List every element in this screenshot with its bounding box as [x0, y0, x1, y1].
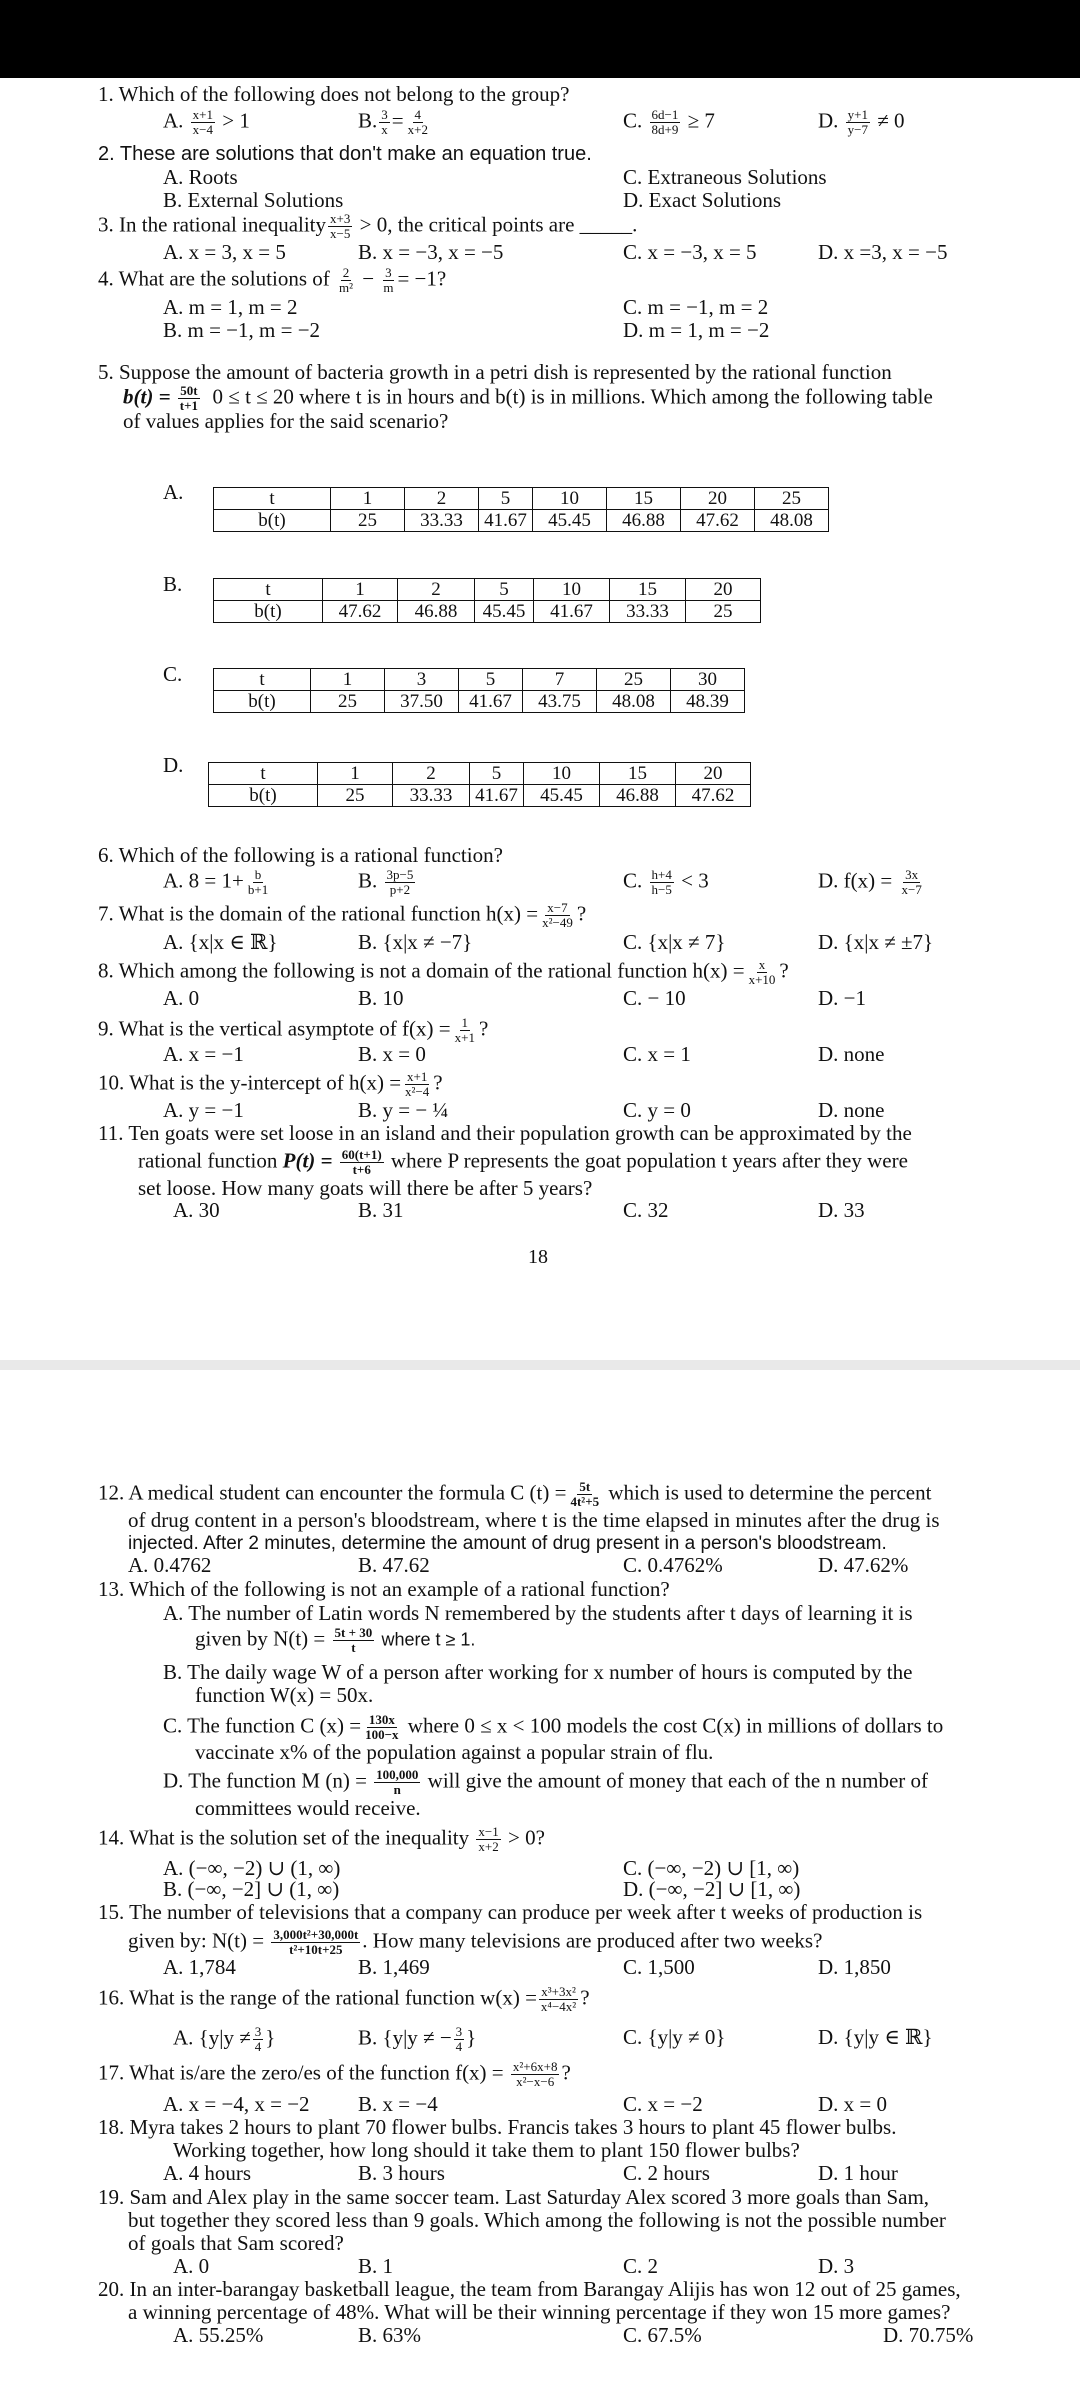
q10-option-b: B. y = − ¼	[358, 1098, 449, 1122]
q5-line-2: b(t) = $\frac{50t}{t+1}$ 0 ≤ t ≤ 20 where t is in hours and b(t) is in millions. Which among the following table	[123, 383, 933, 413]
q13-option-d-line-2: committees would receive.	[195, 1796, 421, 1820]
q14-option-d: D. (−∞, −2] ∪ [1, ∞)	[623, 1877, 801, 1901]
q1-option-c: C. $\frac{6d-1}{8d+9}$ ≥ 7	[623, 107, 715, 137]
q5-table-a	[213, 487, 829, 532]
q5-table-b	[213, 578, 761, 623]
q17-option-a: A. x = −4, x = −2	[163, 2092, 310, 2116]
worksheet-page-1	[0, 78, 1080, 1360]
q2-option-b: B. External Solutions	[163, 188, 344, 212]
q1-text: 1. Which of the following does not belong to the group?	[98, 82, 570, 106]
q10-option-a: A. y = −1	[163, 1098, 244, 1122]
q16-option-b: B. {y|y ≠ − $\frac{3}{4}$ }	[358, 2024, 477, 2054]
q3-option-a: A. x = 3, x = 5	[163, 240, 286, 264]
q12-option-a: A. 0.4762	[128, 1553, 212, 1577]
q11-line-1: 11. Ten goats were set loose in an island and their population growth can be approximated by the	[98, 1121, 912, 1145]
q13-option-d-line-1: D. The function M (n) = $\frac{100,000}{n}$ will give the amount of money that each of the n number of	[163, 1767, 929, 1797]
page-number: 18	[528, 1246, 548, 1268]
table-row: t 1 3 5 7 25 30	[214, 669, 745, 691]
q5-line-1: 5. Suppose the amount of bacteria growth in a petri dish is represented by the rational function	[98, 360, 892, 384]
q15-option-c: C. 1,500	[623, 1955, 695, 1979]
q14-option-a: A. (−∞, −2) ∪ (1, ∞)	[163, 1856, 341, 1880]
q12-line-2: of drug content in a person's bloodstream, where t is the time elapsed in minutes after the drug is	[128, 1508, 940, 1532]
q5-table-c	[213, 668, 745, 713]
q9-option-a: A. x = −1	[163, 1042, 244, 1066]
q20-option-d: D. 70.75%	[883, 2323, 974, 2347]
q19-line-3: of goals that Sam scored?	[128, 2231, 344, 2255]
worksheet-page-2	[0, 1370, 1080, 2400]
table-row: b(t) 25 33.33 41.67 45.45 46.88 47.62 48.08	[214, 510, 829, 532]
q1-option-a: A. $\frac{x+1}{x-4}$ > 1	[163, 107, 250, 137]
q1-option-d: D. $\frac{y+1}{y-7}$ ≠ 0	[818, 107, 905, 137]
q17-text: 17. What is/are the zero/es of the function f(x) = $\frac{\text{x²+6x+8}}{\text{x²−x−6}}$ ?	[98, 2059, 571, 2089]
q11-option-c: C. 32	[623, 1198, 669, 1222]
q16-option-a: A. {y|y ≠ $\frac{3}{4}$ }	[173, 2024, 276, 2054]
q17-option-c: C. x = −2	[623, 2092, 703, 2116]
q12-option-c: C. 0.4762%	[623, 1553, 723, 1577]
q16-text: 16. What is the range of the rational function w(x) = $\frac{\text{x³+3x²}}{\text{x⁴−4x²}}$ ?	[98, 1984, 590, 2014]
q13-option-b-line-1: B. The daily wage W of a person after working for x number of hours is computed by the	[163, 1660, 913, 1684]
q9-option-b: B. x = 0	[358, 1042, 426, 1066]
q5-table-d	[208, 762, 751, 807]
q3-text: 3. In the rational inequality $\frac{x+3}{x-5}$ > 0, the critical points are _____.	[98, 211, 638, 241]
page-separator	[0, 1360, 1080, 1370]
q2-text: 2. These are solutions that don't make an equation true.	[98, 143, 592, 165]
q2-option-d: D. Exact Solutions	[623, 188, 782, 212]
q19-option-b: B. 1	[358, 2254, 394, 2278]
q8-option-a: A. 0	[163, 986, 200, 1010]
q12-option-d: D. 47.62%	[818, 1553, 909, 1577]
q11-option-b: B. 31	[358, 1198, 404, 1222]
q3-option-c: C. x = −3, x = 5	[623, 240, 757, 264]
table-row: t 1 2 5 10 15 20	[209, 763, 751, 785]
q13-text: 13. Which of the following is not an example of a rational function?	[98, 1577, 670, 1601]
q16-option-d: D. {y|y ∈ ℝ}	[818, 2025, 933, 2049]
q16-option-c: C. {y|y ≠ 0}	[623, 2025, 726, 2049]
q5-table-a-label: A.	[163, 480, 184, 504]
table-row: t 1 2 5 10 15 20	[214, 579, 761, 601]
q4-text: 4. What are the solutions of $\frac{2}{\text{m²}}$ − $\frac{3}{m}$ = −1?	[98, 265, 447, 295]
q19-option-c: C. 2	[623, 2254, 659, 2278]
q17-option-b: B. x = −4	[358, 2092, 438, 2116]
q20-line-2: a winning percentage of 48%. What will be their winning percentage if they won 15 more games?	[128, 2300, 951, 2324]
q3-option-d: D. x =3, x = −5	[818, 240, 948, 264]
q4-option-b: B. m = −1, m = −2	[163, 318, 321, 342]
table-row: b(t) 25 37.50 41.67 43.75 48.08 48.39	[214, 691, 745, 713]
q8-option-d: D. −1	[818, 986, 867, 1010]
table-row: b(t) 25 33.33 41.67 45.45 46.88 47.62	[209, 785, 751, 807]
q15-option-b: B. 1,469	[358, 1955, 430, 1979]
q8-text: 8. Which among the following is not a domain of the rational function h(x) = $\frac{x}{x+10}$ ?	[98, 957, 789, 987]
q12-option-b: B. 47.62	[358, 1553, 430, 1577]
q8-option-b: B. 10	[358, 986, 404, 1010]
q7-option-c: C. {x|x ≠ 7}	[623, 930, 726, 954]
q15-option-d: D. 1,850	[818, 1955, 891, 1979]
top-black-bar	[0, 0, 1080, 78]
q13-option-a-line-1: A. The number of Latin words N remembered by the students after t days of learning it is	[163, 1601, 913, 1625]
q1-option-b: B. $\frac{3}{x}$ = $\frac{4}{x+2}$	[358, 107, 428, 137]
q7-option-b: B. {x|x ≠ −7}	[358, 930, 473, 954]
q7-option-a: A. {x|x ∈ ℝ}	[163, 930, 278, 954]
q5-table-d-label: D.	[163, 753, 184, 777]
q2-option-c: C. Extraneous Solutions	[623, 165, 827, 189]
q17-option-d: D. x = 0	[818, 2092, 888, 2116]
q18-option-c: C. 2 hours	[623, 2161, 710, 2185]
q9-text: 9. What is the vertical asymptote of f(x) = $\frac{1}{x+1}$ ?	[98, 1015, 489, 1045]
q11-option-d: D. 33	[818, 1198, 865, 1222]
q11-option-a: A. 30	[173, 1198, 220, 1222]
q5-line-3: of values applies for the said scenario?	[123, 409, 449, 433]
q14-text: 14. What is the solution set of the inequality $\frac{x-1}{x+2}$ > 0?	[98, 1824, 545, 1854]
q10-text: 10. What is the y-intercept of h(x) = $\frac{x+1}{\text{x²−4}}$ ?	[98, 1069, 443, 1099]
q6-option-a: A. 8 = 1+ $\frac{b}{b+1}$	[163, 867, 269, 897]
q14-option-b: B. (−∞, −2] ∪ (1, ∞)	[163, 1877, 340, 1901]
q6-option-b: B. $\frac{3p-5}{p+2}$	[358, 867, 414, 897]
q6-option-c: C. $\frac{h+4}{h-5}$ < 3	[623, 867, 709, 897]
q4-option-c: C. m = −1, m = 2	[623, 295, 769, 319]
q7-text: 7. What is the domain of the rational function h(x) = $\frac{x-7}{\text{x²−49}}$ ?	[98, 900, 587, 930]
q8-option-c: C. − 10	[623, 986, 686, 1010]
q20-option-c: C. 67.5%	[623, 2323, 702, 2347]
q20-option-b: B. 63%	[358, 2323, 421, 2347]
q18-option-d: D. 1 hour	[818, 2161, 898, 2185]
q18-line-2: Working together, how long should it take them to plant 150 flower bulbs?	[173, 2138, 800, 2162]
q18-option-a: A. 4 hours	[163, 2161, 252, 2185]
q10-option-d: D. none	[818, 1098, 885, 1122]
q13-option-a-line-2: given by N(t) = $\frac{5t + 30}{t}$ where t ≥ 1.	[195, 1625, 476, 1655]
table-row: t 1 2 5 10 15 20 25	[214, 488, 829, 510]
q5-table-c-label: C.	[163, 662, 183, 686]
q20-line-1: 20. In an inter-barangay basketball league, the team from Barangay Alijis has won 12 out of 25 games,	[98, 2277, 961, 2301]
q20-option-a: A. 55.25%	[173, 2323, 264, 2347]
q19-option-a: A. 0	[173, 2254, 210, 2278]
q13-option-c-line-1: C. The function C (x) = $\frac{130x}{100-x}$ where 0 ≤ x < 100 models the cost C(x) in millions of dollars to	[163, 1712, 944, 1742]
q4-option-a: A. m = 1, m = 2	[163, 295, 298, 319]
q18-option-b: B. 3 hours	[358, 2161, 445, 2185]
q4-option-d: D. m = 1, m = −2	[623, 318, 770, 342]
q19-line-2: but together they scored less than 9 goals. Which among the following is not the possible number	[128, 2208, 946, 2232]
q10-option-c: C. y = 0	[623, 1098, 691, 1122]
q5-table-b-label: B.	[163, 572, 183, 596]
q19-line-1: 19. Sam and Alex play in the same soccer team. Last Saturday Alex scored 3 more goals than Sam,	[98, 2185, 930, 2209]
q7-option-d: D. {x|x ≠ ±7}	[818, 930, 934, 954]
q19-option-d: D. 3	[818, 2254, 855, 2278]
q13-option-b-line-2: function W(x) = 50x.	[195, 1683, 374, 1707]
q3-option-b: B. x = −3, x = −5	[358, 240, 504, 264]
q6-text: 6. Which of the following is a rational function?	[98, 843, 503, 867]
q15-line-2: given by: N(t) = $\frac{\text{3,000t²+30,000t}}{\text{t²+10t+25}}$ . How many televisions are produced after two weeks?	[128, 1927, 823, 1957]
q18-line-1: 18. Myra takes 2 hours to plant 70 flower bulbs. Francis takes 3 hours to plant 45 flower bulbs.	[98, 2115, 897, 2139]
q12-line-3: injected. After 2 minutes, determine the amount of drug present in a person's bloodstream.	[128, 1533, 887, 1554]
q12-line-1: 12. A medical student can encounter the formula C (t) = $\frac{5t}{\text{4t²+5}}$ which is used to determine the percent	[98, 1479, 932, 1509]
q14-option-c: C. (−∞, −2) ∪ [1, ∞)	[623, 1856, 800, 1880]
q2-option-a: A. Roots	[163, 165, 238, 189]
q6-option-d: D. f(x) = $\frac{3x}{x-7}$	[818, 867, 922, 897]
q15-line-1: 15. The number of televisions that a company can produce per week after t weeks of production is	[98, 1900, 923, 1924]
q9-option-d: D. none	[818, 1042, 885, 1066]
table-row: b(t) 47.62 46.88 45.45 41.67 33.33 25	[214, 601, 761, 623]
q9-option-c: C. x = 1	[623, 1042, 691, 1066]
q11-line-2: rational function P(t) = $\frac{60(t+1)}{t+6}$ where P represents the goat population t years after they were	[138, 1147, 908, 1177]
q11-line-3: set loose. How many goats will there be after 5 years?	[138, 1176, 593, 1200]
q13-option-c-line-2: vaccinate x% of the population against a popular strain of flu.	[195, 1740, 714, 1764]
q15-option-a: A. 1,784	[163, 1955, 236, 1979]
